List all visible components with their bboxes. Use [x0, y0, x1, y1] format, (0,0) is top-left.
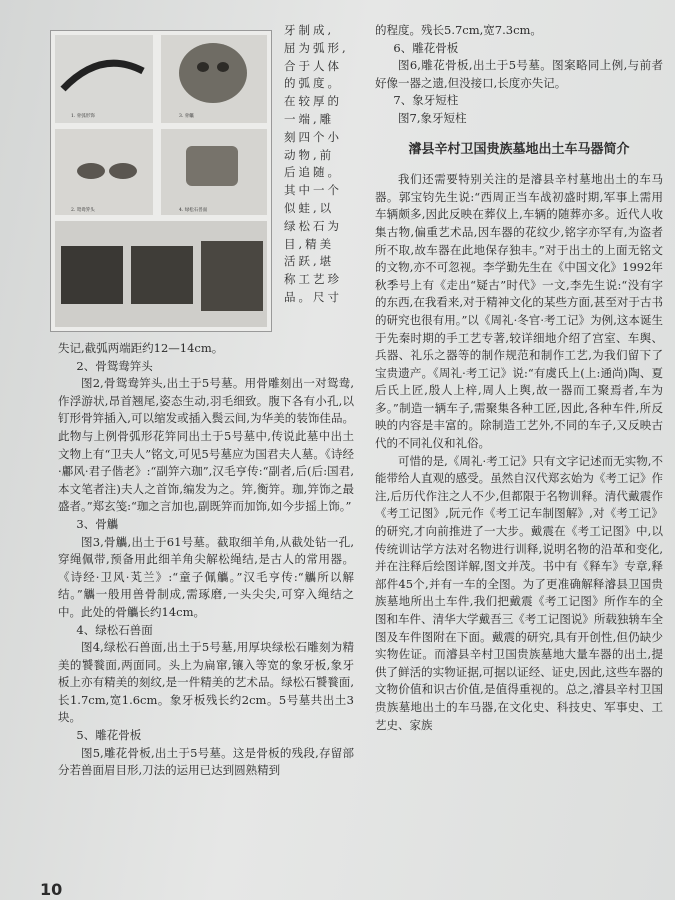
paragraph: 失记,截弧两端距约12—14cm。: [58, 341, 224, 355]
page-number: 10: [40, 880, 63, 899]
wrapped-text-column: [284, 22, 349, 307]
beast-face-carving: [179, 43, 247, 103]
text-line: 一端,雕: [284, 111, 335, 126]
text-line: 其中一个: [284, 183, 342, 198]
section-heading: 7、象牙短柱: [393, 93, 459, 108]
paragraph: 图4,绿松石兽面,出土于5号墓,用厚块绿松石雕刻为精美的饕餮面,两面同。头上为扁窜,镶入等宽的象牙板,象牙板上亦有精美的刻纹,是一件精美的艺术品。绿松石饕餮面,长1.7cm,宽1.6cm。象牙板残长约2cm。5号墓共出土3块。: [58, 640, 354, 725]
figure-caption: 1. 骨弧形饰: [71, 114, 95, 119]
section-heading: 3、骨觿: [76, 516, 119, 531]
section-heading: 6、雕花骨板: [393, 40, 459, 55]
figure-caption: 3. 骨觿: [179, 114, 194, 119]
text-line: 称工艺珍: [284, 272, 342, 287]
text-line: 动物,前: [284, 147, 335, 162]
text-line: 活跃,堪: [284, 254, 335, 269]
text-line: 目,精美: [284, 236, 335, 251]
text-line: 合于人体: [284, 58, 342, 73]
paragraph: 我们还需要特别关注的是濬县辛村墓地出土的车马器。郭宝钧先生说:“西周正当车战初盛时期,军事上需用车辆颇多,因此反映在葬仪上,车辆的随葬亦多。近代人收集古物,偏重艺术品,因车器的花纹少,铭字亦罕有,为盗者所不取,故车器在此地保存独丰。”对于出土的上面无铭文的文物,亦不可忽视。李学勤先生在《中国文化》1992年秋季号上有《走出“疑古”时代》一文,李先生说:“没有字的东西,在我看来,对于精神文化的某些方面,甚至对于古书的研究也很有用。”以《周礼·冬官·考工记》为例,这本诞生于先秦时期的手工艺专著,较详细地介绍了宫室、车舆、兵器、礼乐之器等的制作规范和制作工艺,为我们留下了宝贵遗产。《周礼·考工记》说:“有虞氏上(上:通尚)陶、夏后氏上匠,殷人上梓,周人上舆,故一器而工聚焉者,车为多。”制造一辆车子,需聚集各种工匠,因此,各种车件,所反映的内容是丰富的。除制造工艺外,不同的车子,又反映古代的不同礼仪和礼俗。: [375, 172, 663, 451]
artifact-photo-plate: [50, 30, 272, 332]
text-line: 绿松石为: [284, 218, 342, 233]
left-column: [58, 340, 354, 780]
artifact-illustration: [51, 31, 271, 331]
section-heading: 4、绿松石兽面: [76, 622, 153, 637]
mandarin-duck-hairpin: [77, 163, 105, 179]
section-heading: 2、骨鸳鸯笄头: [76, 358, 153, 373]
paragraph: 图7,象牙短柱: [398, 110, 467, 125]
section-heading: 5、雕花骨板: [76, 728, 142, 743]
turquoise-mask: [186, 146, 238, 186]
right-column: [375, 22, 663, 734]
paragraph: 可惜的是,《周礼·考工记》只有文字记述而无实物,不能带给人直观的感受。虽然自汉代郑玄始为《考工记》作注,后历代作注之人不少,但都限于名物训释。清代戴震作《考工记图》,阮元作《考工记车制图解》,对《考工记》的研究,才向前推进了一大步。戴震在《考工记图》中,以传统训诂学方法对名物进行训释,说明名物的沿革和变化,并在注释后绘图详解,图文并茂。书中有《释车》专章,释部件45个,并有一车的全图。为了更准确解释濬县卫国贵族墓地所出土车件,我们把戴震《考工记图》所作车的全图和车件、清华大学戴吾三《考工记图说》所载独辀车全图及车件图附在下面。戴震的研究,具有开创性,但仍缺少实物佐证。而濬县辛村卫国贵族墓地大量车器的出土,提供了鲜活的实物证据,可据以证经、证史,因此,这些车器的文物价值和识古价值,是值得重视的。总之,濬县辛村卫国贵族墓地出土的车马器,在文化史、科技史、军事史、工艺史、家族: [375, 453, 663, 732]
figure-caption: 2. 鸳鸯笄头: [71, 208, 95, 213]
text-line: 似蛙,以: [284, 200, 335, 215]
text-line: 牙制成,: [284, 23, 335, 37]
text-line: 品。尺寸: [284, 289, 342, 304]
paragraph: 图3,骨觿,出土于61号墓。截取细羊角,从截处钻一孔,穿绳佩带,预备用此细羊角尖解松绳结,是古人的常用器。《诗经·卫风·芄兰》:“童子佩觿。”汉毛亨传:“觿所以解结。”觿一般用兽骨制成,需琢磨,一头尖尖,可穿入绳结之中。此处的骨觿长约14cm。: [58, 534, 354, 619]
paragraph: 图2,骨鸳鸯笄头,出土于5号墓。用骨雕刻出一对鸳鸯,作浮游状,昂首翘尾,姿态生动,羽毛细致。腹下各有小孔,以钉形骨笄插入,可以缩发或插入鬓云间,为华美的装饰佳品。此物与上例骨弧形花笄同出土于5号墓中,传说此墓中出土文物上有“卫夫人”铭文,可见5号墓应为国君夫人墓。《诗经·鄘风·君子偕老》:“副笄六珈”,汉毛亨传:“副者,后(后:国君,本文笔者注)夫人之首饰,编发为之。笄,衡笄。珈,笄饰之最盛者。”郑玄笺:“珈之言加也,副既笄而加饰,如今步摇上饰。”: [58, 376, 354, 514]
paragraph: 图5,雕花骨板,出土于5号墓。这是骨板的残段,存留部分若兽面眉目形,刀法的运用已达到圆熟精到: [58, 745, 354, 778]
figure-caption: 4. 绿松石兽面: [179, 208, 208, 213]
paragraph: 的程度。残长5.7cm,宽7.3cm。: [375, 23, 542, 37]
carved-bone-plate: [61, 246, 123, 304]
text-line: 在较厚的: [284, 94, 342, 109]
text-line: 后追随。: [284, 165, 342, 180]
article-title: 濬县辛村卫国贵族墓地出土车马器简介: [408, 141, 630, 157]
paragraph: 图6,雕花骨板,出土于5号墓。图案略同上例,与前者好像一器之遗,但没接口,长度亦失记。: [375, 58, 663, 90]
text-line: 的弧度。: [284, 76, 342, 91]
text-line: 刻四个小: [284, 129, 342, 144]
text-line: 屈为弧形,: [284, 40, 349, 55]
